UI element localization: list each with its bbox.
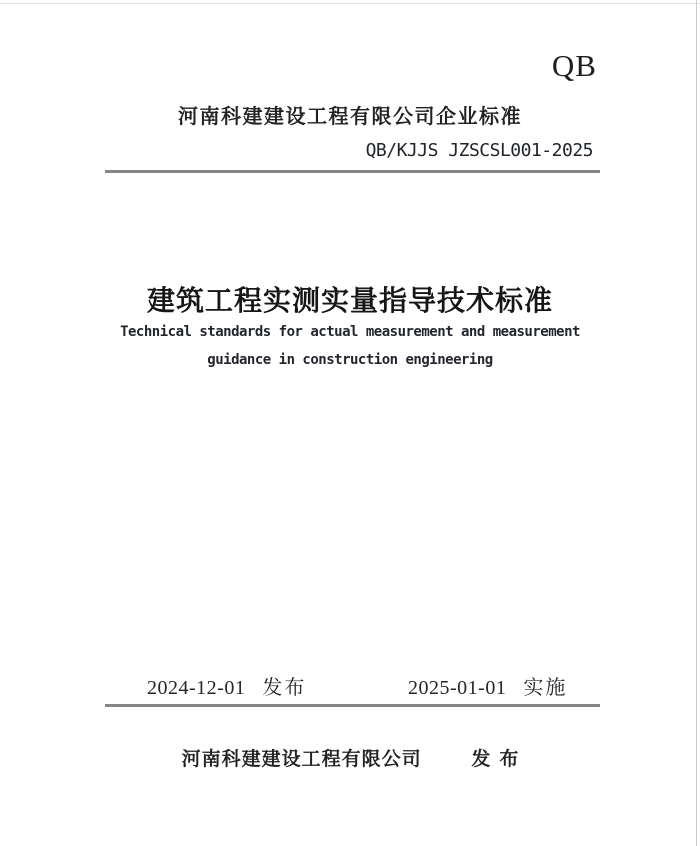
enterprise-standard-header: 河南科建建设工程有限公司企业标准 [178, 106, 522, 128]
footer-divider-rule [105, 704, 600, 707]
publisher-row [0, 744, 700, 771]
standard-classification-code: QB [551, 48, 597, 83]
document-title-english-line1: Technical standards for actual measurement and measurement [120, 324, 580, 340]
document-title-english-line2: guidance in construction engineering [207, 352, 493, 368]
document-title-chinese: 建筑工程实测实量指导技术标准 [146, 286, 553, 317]
dates-row [0, 671, 700, 697]
page-top-edge-line [0, 3, 700, 4]
publisher-name: 河南科建建设工程有限公司 [181, 749, 422, 770]
issue-date: 2024-12-01 [147, 677, 246, 699]
publisher-label: 发布 [471, 749, 528, 770]
implement-date-group [408, 671, 567, 700]
implement-date: 2025-01-01 [408, 677, 507, 699]
implement-date-label: 实施 [523, 677, 568, 699]
issue-date-label: 发布 [262, 677, 307, 699]
standard-number: QB/KJJS JZSCSL001-2025 [365, 140, 593, 161]
header-divider-rule [105, 170, 600, 173]
issue-date-group [147, 671, 306, 700]
